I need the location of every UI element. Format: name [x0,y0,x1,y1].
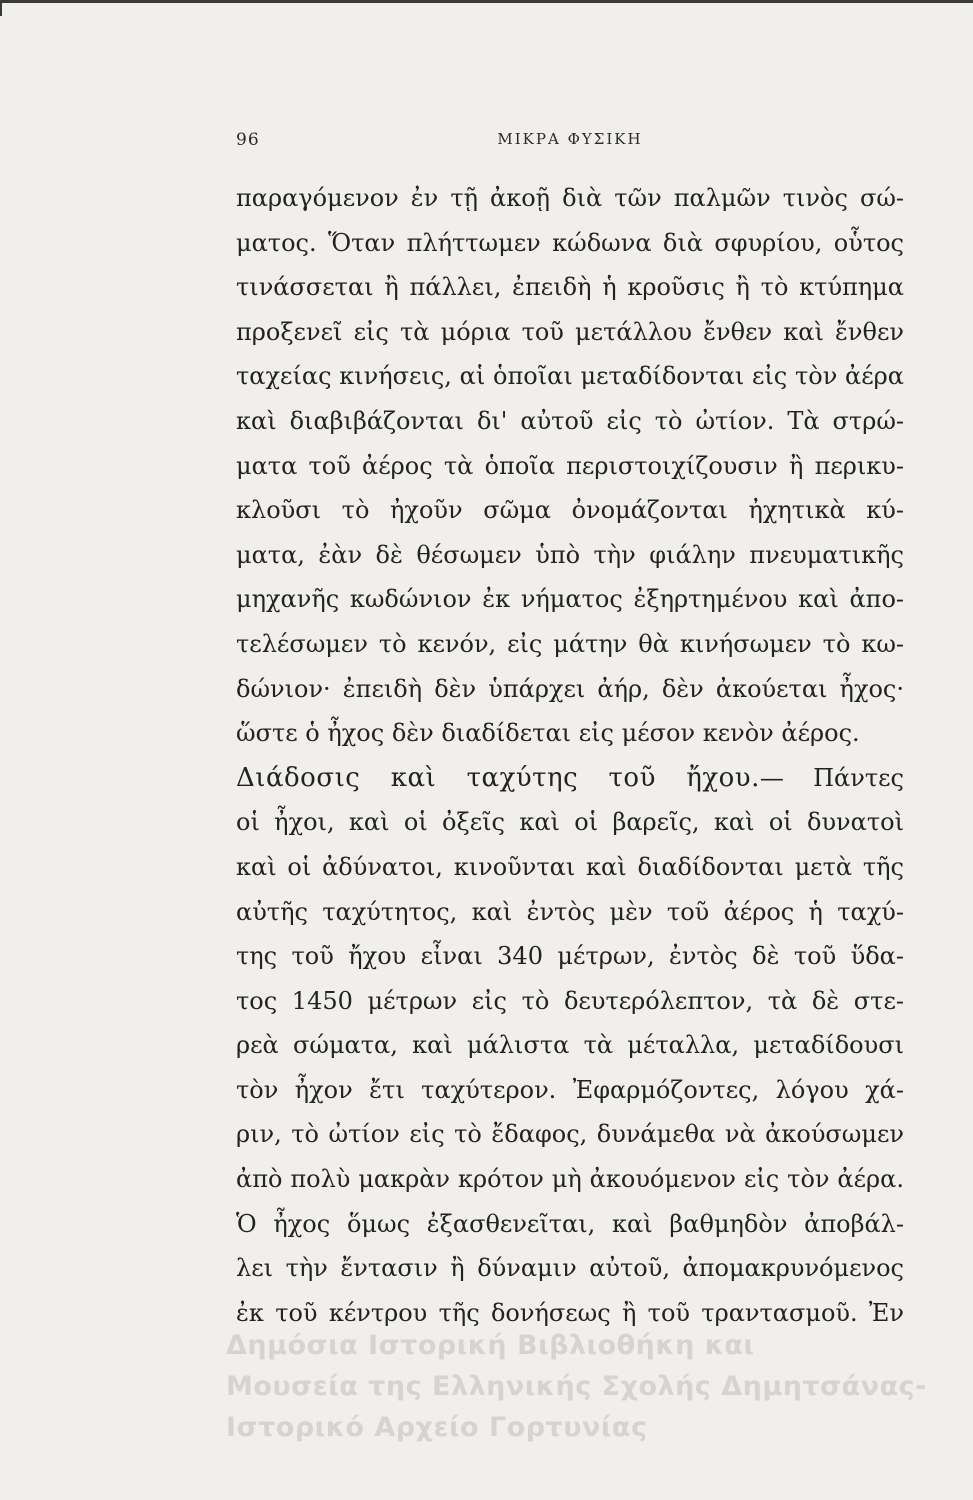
text-line: λει τὴν ἔντασιν ἢ δύναμιν αὐτοῦ, ἀπομακρυνόμενος [236,1254,904,1283]
text-line: Ὁ ἦχος ὅμως ἐξασθενεῖται, καὶ βαθμηδὸν ἀποβάλ- [236,1209,904,1238]
text-line: ματα τοῦ ἀέρος τὰ ὁποῖα περιστοιχίζουσιν ἢ περικυ- [236,451,904,480]
text-line: τελέσωμεν τὸ κενόν, εἰς μάτην θὰ κινήσωμεν τὸ κω- [236,629,904,658]
text-line: κλοῦσι τὸ ἠχοῦν σῶμα ὀνομάζονται ἠχητικὰ κύ- [236,496,904,525]
text-line: αὐτῆς ταχύτητος, καὶ ἐντὸς μὲν τοῦ ἀέρος ἡ ταχύ- [236,897,904,926]
text-line: μηχανῆς κωδώνιον ἐκ νήματος ἐξηρτημένου καὶ ἀπο- [236,585,904,614]
watermark-line: Δημόσια Ιστορική Βιβλιοθήκη και [226,1330,755,1361]
body-text [236,176,904,1335]
page-top-edge [0,0,973,3]
section-heading-line [236,756,904,801]
text-line: παραγόμενον ἐν τῇ ἀκοῇ διὰ τῶν παλμῶν τινὸς σώ- [236,184,904,212]
page-left-edge [0,0,2,16]
text-line: δώνιον· ἐπειδὴ δὲν ὑπάρχει ἀήρ, δὲν ἀκούεται ἦχος· [236,674,904,703]
text-line: ταχείας κινήσεις, αἱ ὁποῖαι μεταδίδονται εἰς τὸν ἀέρα [236,362,904,391]
page-number: 96 [236,130,260,150]
section-heading-continuation: — Πάντες [759,763,904,792]
text-line: προξενεῖ εἰς τὰ μόρια τοῦ μετάλλου ἔνθεν καὶ ἔνθεν [236,317,904,346]
running-head [236,130,904,160]
text-line: καὶ οἱ ἀδύνατοι, κινοῦνται καὶ διαδίδονται μετὰ τῆς [236,852,904,881]
section-heading: Διάδοσις καὶ ταχύτης τοῦ ἤχου. [236,762,760,793]
book-title: ΜΙΚΡΑ ΦΥΣΙΚΗ [497,130,643,148]
text-line: τὸν ἦχον ἔτι ταχύτερον. Ἐφαρμόζοντες, λόγου χά- [236,1075,904,1104]
library-watermark [226,1325,966,1448]
text-line: ὥστε ὁ ἦχος δὲν διαδίδεται εἰς μέσον κενὸν ἀέρος. [236,719,860,748]
text-line: ριν, τὸ ὠτίον εἰς τὸ ἔδαφος, δυνάμεθα νὰ ἀκούσωμεν [236,1120,904,1149]
watermark-line: Μουσεία της Ελληνικής Σχολής Δημητσάνας- [226,1371,927,1402]
watermark-line: Ιστορικό Αρχείο Γορτυνίας [226,1412,648,1443]
text-line: ματα, ἐὰν δὲ θέσωμεν ὑπὸ τὴν φιάλην πνευματικῆς [236,540,904,569]
text-line: τος 1450 μέτρων εἰς τὸ δευτερόλεπτον, τὰ δὲ στε- [236,986,904,1015]
text-line: της τοῦ ἤχου εἶναι 340 μέτρων, ἐντὸς δὲ τοῦ ὕδα- [236,942,904,971]
text-line: τινάσσεται ἢ πάλλει, ἐπειδὴ ἡ κροῦσις ἢ τὸ κτύπημα [236,273,904,302]
text-line: οἱ ἦχοι, καὶ οἱ ὀξεῖς καὶ οἱ βαρεῖς, καὶ οἱ δυνατοὶ [236,808,904,837]
text-line: ματος. Ὅταν πλήττωμεν κώδωνα διὰ σφυρίου, οὗτος [236,228,904,257]
text-line: ἀπὸ πολὺ μακρὰν κρότον μὴ ἀκουόμενον εἰς τὸν ἀέρα. [236,1165,904,1194]
text-line: ἐκ τοῦ κέντρου τῆς δονήσεως ἢ τοῦ τραντασμοῦ. Ἐν [236,1298,904,1327]
text-line: ρεὰ σώματα, καὶ μάλιστα τὰ μέταλλα, μεταδίδουσι [236,1031,904,1060]
text-line: καὶ διαβιβάζονται δι' αὐτοῦ εἰς τὸ ὠτίον. Τὰ στρώ- [236,406,904,435]
